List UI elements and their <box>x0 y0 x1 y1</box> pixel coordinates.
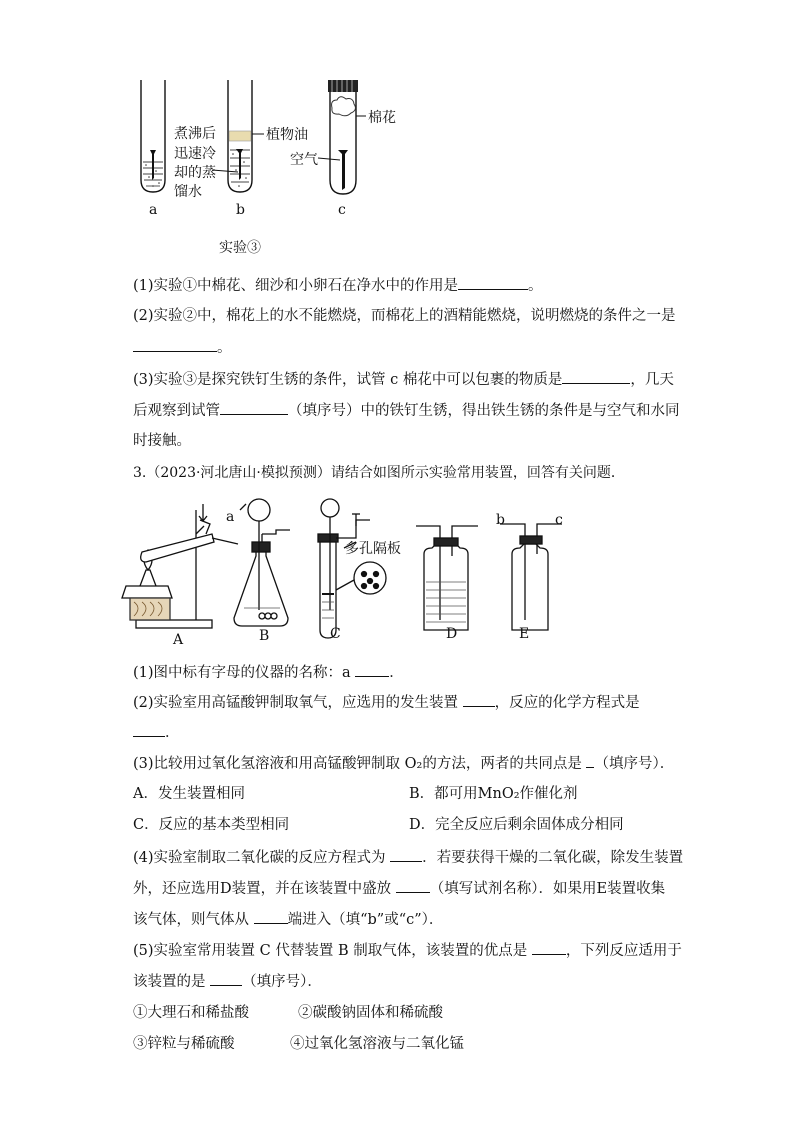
q3-option-C[interactable]: C．反应的基本类型相同 <box>133 817 290 833</box>
q3-s1 <box>133 662 404 683</box>
porous-plate-label: 多孔隔板 <box>345 541 401 557</box>
answer-blank[interactable] <box>355 662 389 677</box>
q3-s2-line2 <box>133 722 180 743</box>
label-cotton: 棉花 <box>368 110 396 126</box>
answer-blank[interactable] <box>532 940 566 955</box>
label-tube-b: b <box>236 202 245 218</box>
answer-blank[interactable] <box>562 369 630 384</box>
q3-s3 <box>133 753 674 774</box>
answer-blank[interactable] <box>396 878 430 893</box>
apparatus-E: E <box>519 626 530 642</box>
q3-s4b-end: （填写试剂名称）．如果用E装置收集 <box>429 881 666 897</box>
q2-part1 <box>133 275 543 296</box>
q2-part3b-start: 后观察到试管 <box>133 403 220 419</box>
answer-blank[interactable] <box>133 337 217 352</box>
q3-option-D[interactable]: D．完全反应后剩余固体成分相同 <box>409 817 624 833</box>
label-a-note-2: 迅速冷 <box>174 146 216 162</box>
q3-s4c-text: 该气体，则气体从 <box>133 912 249 928</box>
q2-part3 <box>133 369 674 390</box>
q3-s1-end: ． <box>389 665 404 681</box>
answer-blank[interactable] <box>133 722 165 737</box>
q3-choice-4[interactable]: ④过氧化氢溶液与二氧化锰 <box>290 1036 464 1052</box>
q3-s2-end: ，反应的化学方程式是 <box>494 695 640 711</box>
apparatus-label-c: c <box>555 512 563 528</box>
label-a-note-4: 馏水 <box>174 184 202 200</box>
q3-header: 3.（2023·河北唐山·模拟预测）请结合如图所示实验常用装置，回答有关问题． <box>133 465 625 481</box>
q3-s2b-end: ． <box>165 725 180 741</box>
answer-blank[interactable] <box>254 909 288 924</box>
apparatus-B: B <box>259 628 270 644</box>
q3-s5 <box>133 940 682 961</box>
q2-part3-line3: 时接触。 <box>133 433 191 449</box>
q2-part1-end: 。 <box>528 278 543 294</box>
label-air: 空气 <box>290 152 318 168</box>
q2-part2 <box>133 306 676 326</box>
test-tubes-figure <box>0 0 794 260</box>
answer-blank[interactable] <box>210 971 242 986</box>
q3-s2-text: (2)实验室用高锰酸钾制取氧气，应选用的发生装置 <box>133 695 459 711</box>
q3-option-A[interactable]: A．发生装置相同 <box>133 786 245 802</box>
q3-option-B[interactable]: B．都可用MnO₂作催化剂 <box>409 786 578 802</box>
answer-blank[interactable] <box>220 400 288 415</box>
q3-s4c-end: 端进入（填“b”或“c”）． <box>287 912 444 928</box>
q3-s5-end: ，下列反应适用于 <box>565 943 682 959</box>
q2-part2-end: 。 <box>217 340 232 356</box>
apparatus-label-a: a <box>226 509 235 525</box>
q3-s1-text: (1)图中标有字母的仪器的名称：a <box>133 665 351 681</box>
q3-s4-text: (4)实验室制取二氧化碳的反应方程式为 <box>133 850 386 866</box>
q3-choice-2[interactable]: ②碳酸钠固体和稀硫酸 <box>298 1005 443 1021</box>
q3-choice-3[interactable]: ③锌粒与稀硫酸 <box>133 1036 235 1052</box>
label-tube-c: c <box>338 202 346 218</box>
q3-s4-end: ．若要获得干燥的二氧化碳，除发生装置 <box>422 850 684 866</box>
label-tube-a: a <box>149 202 158 218</box>
q3-s5b-text: 该装置的是 <box>133 974 206 990</box>
q3-s4 <box>133 847 683 868</box>
label-oil: 植物油 <box>266 127 308 143</box>
q3-s5b-end: （填序号）． <box>242 974 322 990</box>
q2-part3-end: ，几天 <box>630 372 674 388</box>
apparatus-D: D <box>446 626 458 642</box>
figure1-caption: 实验③ <box>219 240 261 256</box>
q3-s2 <box>133 692 640 713</box>
q3-s3-end: （填序号）． <box>594 756 675 772</box>
label-a-note-1: 煮沸后 <box>174 126 216 142</box>
q3-s5-line2 <box>133 971 322 992</box>
apparatus-figure <box>0 490 794 650</box>
q3-s4b-text: 外，还应选用D装置，并在该装置中盛放 <box>133 881 392 897</box>
q3-choice-1[interactable]: ①大理石和稀盐酸 <box>133 1005 249 1021</box>
apparatus-C: C <box>330 626 341 642</box>
apparatus-A: A <box>173 632 184 648</box>
q3-s5-text: (5)实验室常用装置 C 代替装置 B 制取气体，该装置的优点是 <box>133 943 528 959</box>
answer-blank[interactable] <box>463 692 495 707</box>
q3-s4-line3 <box>133 909 443 930</box>
label-a-note-3: 却的蒸 <box>174 165 216 181</box>
q2-part2-line2 <box>133 337 232 358</box>
q2-part2-text: (2)实验②中，棉花上的水不能燃烧，而棉花上的酒精能燃烧，说明燃烧的条件之一是 <box>133 308 676 324</box>
answer-blank[interactable] <box>458 275 528 290</box>
apparatus-label-b: b <box>496 512 505 528</box>
q2-part3-line2 <box>133 400 680 421</box>
q2-part3b-end: （填序号）中的铁钉生锈，得出铁生锈的条件是与空气和水同 <box>288 403 680 419</box>
q2-part3-text: (3)实验③是探究铁钉生锈的条件，试管 c 棉花中可以包裹的物质是 <box>133 372 563 388</box>
q3-s4-line2 <box>133 878 665 899</box>
q3-s3-text: (3)比较用过氧化氢溶液和用高锰酸钾制取 O₂的方法，两者的共同点是 <box>133 756 582 772</box>
answer-blank[interactable] <box>390 847 422 862</box>
q2-part1-text: (1)实验①中棉花、细沙和小卵石在净水中的作用是 <box>133 278 459 294</box>
